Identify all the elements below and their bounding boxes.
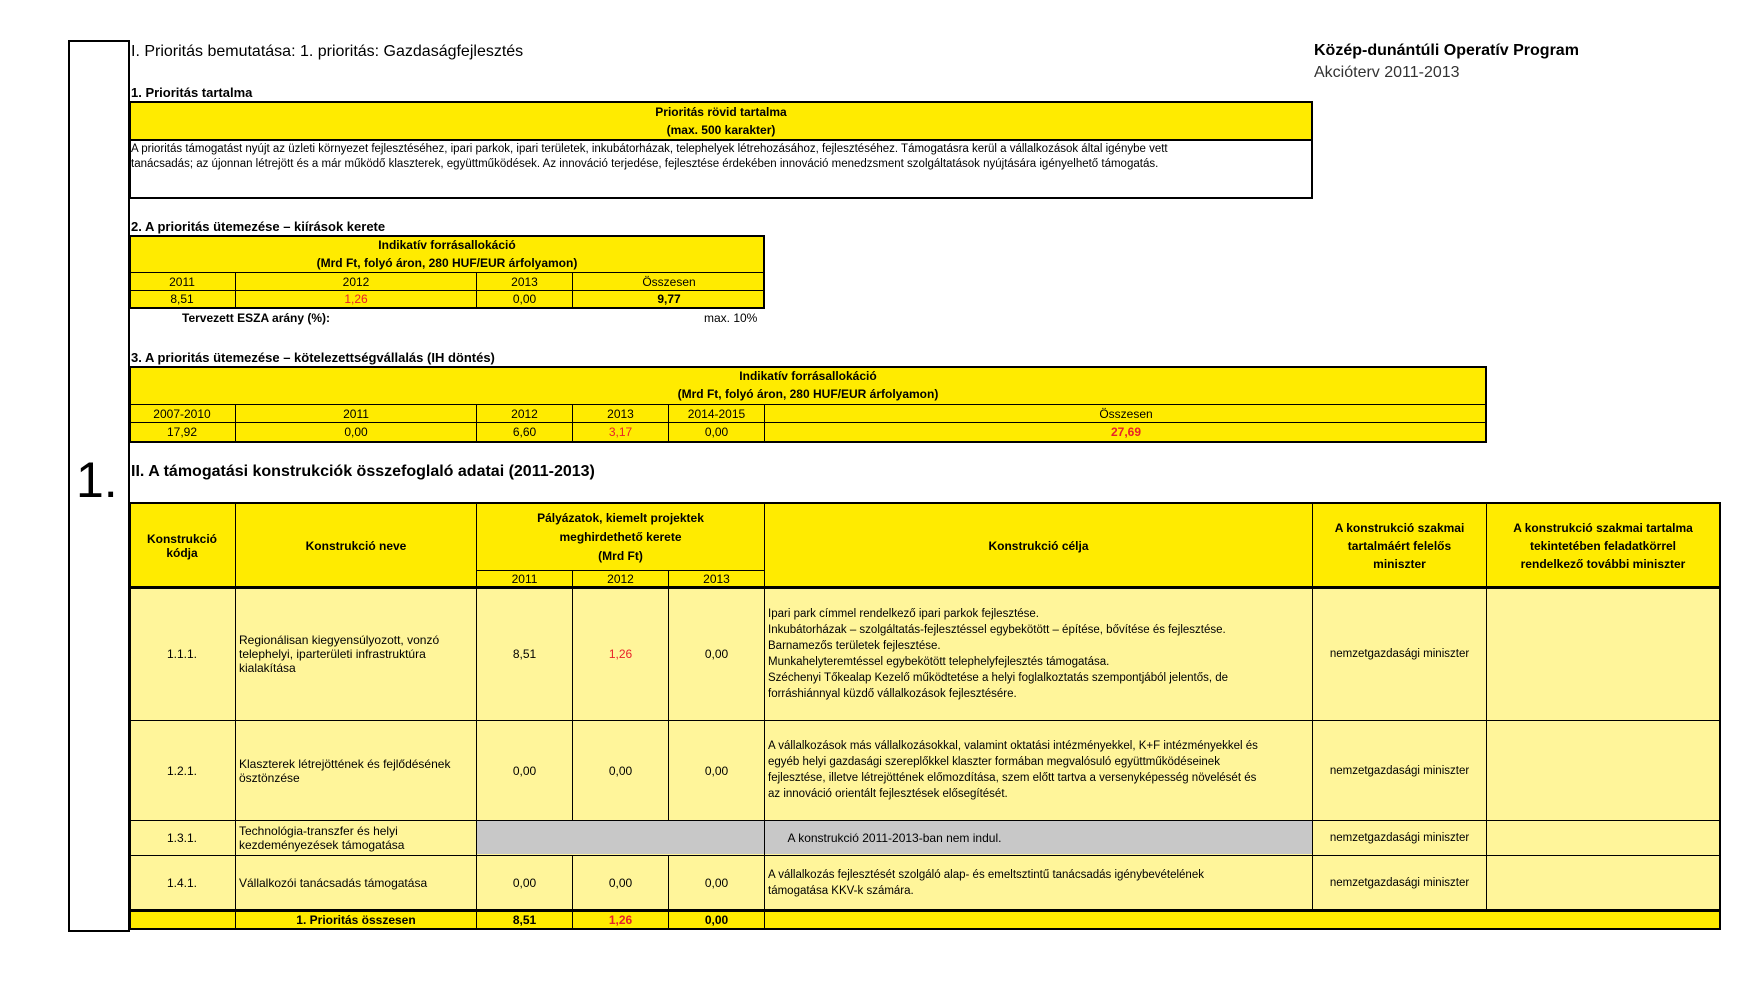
s3-header-2013: 2013 (607, 406, 634, 421)
row-goal-line: fejlesztése, illetve létrejöttének előmozdítása, szem előtt tartva a versenyképesség növelését és (768, 772, 1257, 784)
col-other-line1: A konstrukció szakmai tartalma (1513, 521, 1693, 535)
col-other-line3: rendelkező további miniszter (1520, 557, 1686, 571)
row-value-2011: 0,00 (512, 763, 537, 778)
s3-alloc-line2: (Mrd Ft, folyó áron, 280 HUF/EUR árfolyamon) (677, 387, 939, 401)
row-value-2013: 0,00 (704, 876, 729, 890)
row-value-2013: 0,00 (704, 763, 729, 778)
col-minister-line1: A konstrukció szakmai (1334, 521, 1465, 535)
row-name-line: Regionálisan kiegyensúlyozott, vonzó (239, 633, 440, 647)
s2-header-2011: 2011 (169, 274, 195, 289)
s1-text-line2: tanácsadás; az újonnan létrejött és a már működő klaszterek, együttműködések. Az innováció terjedése, fejlesztése érdekében innováció menedzsment szolgáltatások nyújtására igényelhető támogatás. (131, 158, 1159, 170)
s3-header-2011: 2011 (343, 406, 369, 421)
row-goal-line: forráshiánnyal küzdő vállalkozások fejlesztésére. (768, 688, 1017, 700)
row-goal-line: az innováció orientált fejlesztések elősegítését. (768, 788, 1008, 800)
s3-value-2013: 3,17 (608, 425, 633, 439)
s2-alloc-line2: (Mrd Ft, folyó áron, 280 HUF/EUR árfolyamon) (316, 256, 578, 270)
row-code: 1.2.1. (166, 763, 198, 778)
s2-alloc-line1: Indikatív forrásallokáció (378, 238, 516, 252)
s3-value-2012: 6,60 (512, 425, 537, 439)
row-goal-line: A vállalkozások más vállalkozásokkal, valamint oktatási intézményekkel, K+F intézményekkel és (768, 740, 1258, 752)
row-minister: nemzetgazdasági miniszter (1329, 648, 1470, 660)
row-code: 1.1.1. (166, 647, 198, 661)
row-name (236, 856, 476, 910)
col-minister-line2: tartalmáért felelős (1347, 539, 1452, 553)
s2-header-total: Összesen (642, 274, 696, 289)
row-value-2012: 0,00 (608, 876, 633, 890)
col-year-2012: 2012 (607, 572, 634, 586)
row-goal-line: egyéb helyi gazdasági szereplőkkel klaszter formában megvalósuló együttműködéseinek (768, 756, 1220, 768)
row-name-line: kezdeményezések támogatása (239, 838, 405, 852)
row-name-line: Vállalkozói tanácsadás támogatása (239, 876, 428, 890)
row-goal-line: Ipari park címmel rendelkező ipari parkok fejlesztése. (768, 608, 1040, 620)
page-title: I. Prioritás bemutatása: 1. prioritás: Gazdaságfejlesztés (131, 43, 524, 60)
col-code-line1: Konstrukció (146, 532, 217, 546)
row-name-line: Technológia-transzfer és helyi (239, 824, 398, 838)
row-minister: nemzetgazdasági miniszter (1329, 764, 1470, 777)
total-2011: 8,51 (512, 913, 537, 927)
row-goal-line: Inkubátorházak – szolgáltatás-fejlesztéssel egybekötött – építése, bővítése és fejlesztése. (768, 624, 1226, 636)
s1-heading: 1. Prioritás tartalma (131, 85, 253, 100)
s3-header-2014-2015: 2014-2015 (687, 406, 746, 421)
row-name-line: kialakítása (239, 661, 296, 675)
col-budget-line1: Pályázatok, kiemelt projektek (537, 510, 704, 525)
program-title: Közép-dunántúli Operatív Program (1314, 42, 1579, 59)
row-name-line: telephelyi, iparterületi infrastruktúra (239, 647, 426, 661)
s2-value-2011: 8,51 (170, 292, 194, 306)
section-number: 1. (76, 452, 118, 508)
row-goal-line: Széchenyi Tőkealap Kezelő működtetése a helyi foglalkoztatás szempontjából jelentős, de (768, 672, 1229, 684)
total-2012: 1,26 (608, 913, 633, 927)
row-name-line: ösztönzése (239, 770, 300, 785)
s3-value-2014-2015: 0,00 (704, 425, 729, 439)
col-year-2011: 2011 (511, 572, 538, 586)
esza-value: max. 10% (704, 311, 758, 325)
s3-header-2012: 2012 (511, 406, 538, 421)
col-year-2013: 2013 (703, 572, 730, 586)
row-code: 1.3.1. (166, 831, 198, 845)
s3-header-2007-2010: 2007-2010 (153, 406, 211, 421)
s1-title-line1: Prioritás rövid tartalma (655, 104, 787, 119)
s2-value-2012: 1,26 (344, 292, 368, 306)
total-2013: 0,00 (704, 913, 729, 927)
s4-heading: II. A támogatási konstrukciók összefoglaló adatai (2011-2013) (131, 463, 595, 480)
col-other-minister-header (1487, 504, 1719, 588)
col-code-line2: kódja (166, 546, 198, 560)
col-budget-line2: meghirdethető kerete (559, 529, 682, 544)
col-minister-line3: miniszter (1373, 557, 1426, 571)
col-name-header: Konstrukció neve (305, 539, 407, 553)
s3-heading: 3. A prioritás ütemezése – kötelezettségvállalás (IH döntés) (131, 350, 495, 365)
esza-label: Tervezett ESZA arány (%): (182, 311, 331, 325)
s1-title-line2: (max. 500 karakter) (666, 122, 776, 137)
row-name (236, 588, 476, 720)
row-goal (765, 735, 1312, 805)
s3-value-total: 27,69 (1110, 425, 1142, 439)
s2-heading: 2. A prioritás ütemezése – kiírások kerete (131, 219, 386, 234)
not-started-note: A konstrukció 2011-2013-ban nem indul. (787, 831, 1002, 845)
row-value-2012: 0,00 (608, 763, 633, 778)
row-name (236, 821, 476, 855)
s3-value-2011: 0,00 (344, 425, 368, 439)
s2-header-2013: 2013 (511, 274, 538, 289)
s2-value-2013: 0,00 (512, 292, 537, 306)
row-goal-line: támogatása KKV-k számára. (768, 885, 914, 897)
row-value-2012: 1,26 (608, 647, 633, 661)
row-goal-line: Munkahelyteremtéssel egybekötött telephelyfejlesztés támogatása. (768, 656, 1110, 668)
row-minister: nemzetgazdasági miniszter (1329, 832, 1470, 844)
row-goal-line: Barnamezős területek fejlesztése. (768, 640, 941, 652)
col-goal-header: Konstrukció célja (988, 539, 1089, 553)
col-code-header (129, 504, 235, 588)
col-minister-header (1313, 504, 1486, 588)
row-name (236, 721, 476, 820)
col-budget-line3: (Mrd Ft) (598, 548, 643, 563)
row-value-2013: 0,00 (704, 647, 729, 661)
s2-header-2012: 2012 (342, 274, 370, 289)
s3-alloc-line1: Indikatív forrásallokáció (739, 369, 877, 383)
s1-text-line1: A prioritás támogatást nyújt az üzleti környezet fejlesztéséhez, ipari parkok, ipari területek, inkubátorházak, telephelyek létrehozásához, fejlesztéséhez. Támogatásra kerül a vállalkozások által igénybe vett (131, 143, 1168, 155)
col-budget-header (477, 506, 764, 568)
row-goal (765, 604, 1312, 704)
row-goal (765, 856, 1312, 910)
total-label: 1. Prioritás összesen (296, 913, 416, 927)
col-other-line2: tekintetében feladatkörrel (1529, 539, 1677, 553)
row-value-2011: 0,00 (512, 876, 537, 890)
row-code: 1.4.1. (166, 876, 198, 890)
s3-value-2007-2010: 17,92 (166, 425, 198, 439)
row-name-line: Klaszterek létrejöttének és fejlődésének (239, 756, 451, 771)
program-subtitle: Akcióterv 2011-2013 (1314, 64, 1460, 81)
s3-header-total: Összesen (1099, 406, 1153, 421)
s2-value-total: 9,77 (657, 292, 681, 306)
row-value-2011: 8,51 (512, 647, 537, 661)
row-minister: nemzetgazdasági miniszter (1329, 877, 1470, 889)
row-goal-line: A vállalkozás fejlesztését szolgáló alap- és emeltsztintű tanácsadás igénybevételének (768, 869, 1204, 881)
